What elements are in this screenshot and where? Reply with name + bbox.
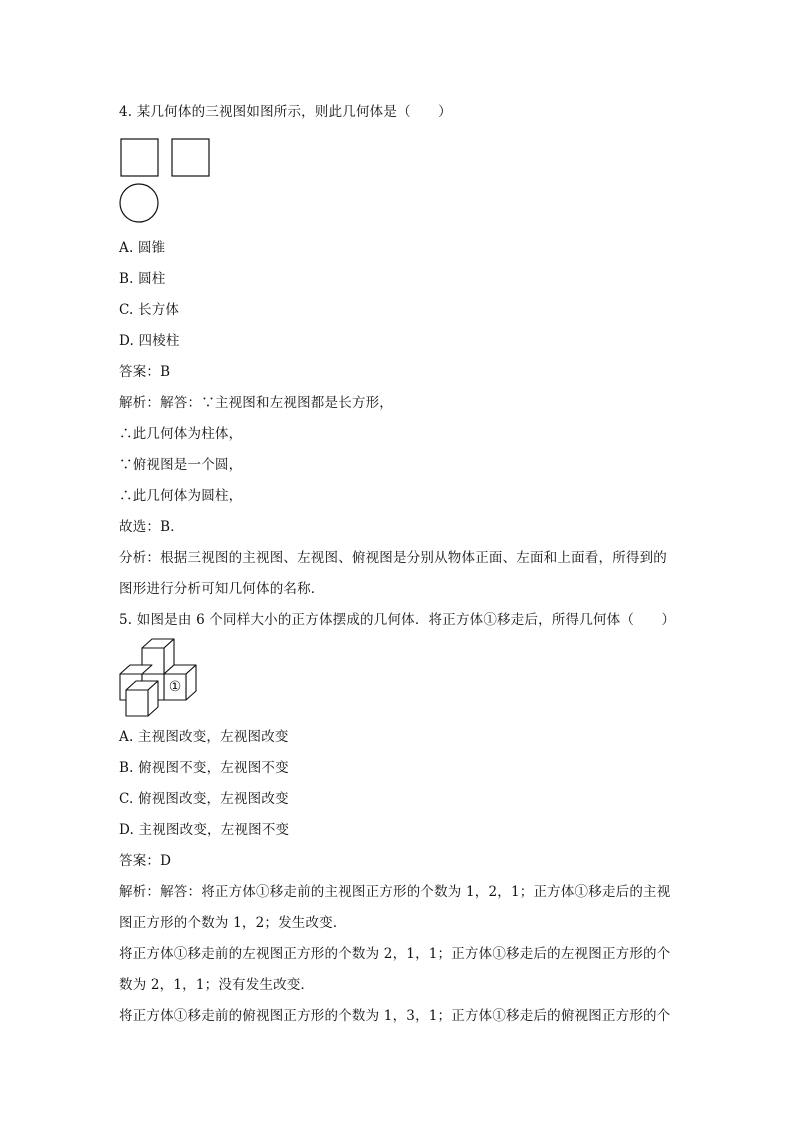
q4-option-d: D. 四棱柱 (119, 333, 180, 349)
q4-analysis-line-6: 分析：根据三视图的主视图、左视图、俯视图是分别从物体正面、左面和上面看，所得到的 (119, 550, 667, 566)
side-view-square (172, 139, 209, 176)
q5-analysis-line-2: 图正方形的个数为 1，2；发生改变． (119, 915, 347, 931)
cube-1-label: ① (168, 679, 182, 695)
q4-stem: 4. 某几何体的三视图如图所示，则此几何体是（ ） (119, 104, 452, 120)
q4-option-a: A. 圆锥 (119, 240, 166, 256)
front-cube (126, 681, 158, 716)
q4-analysis-line-2: ∴此几何体为柱体， (119, 426, 243, 442)
q5-answer: 答案：D (119, 853, 172, 869)
q4-analysis-line-1: 解析：解答：∵主视图和左视图都是长方形， (119, 395, 393, 411)
top-view-circle (120, 184, 158, 222)
q5-analysis-line-1: 解析：解答：将正方体①移走前的主视图正方形的个数为 1，2，1；正方体①移走后的主视 (119, 884, 671, 900)
q5-option-c: C. 俯视图改变，左视图改变 (119, 791, 289, 807)
q4-analysis-line-4: ∴此几何体为圆柱， (119, 488, 243, 504)
q4-analysis-line-3: ∵俯视图是一个圆， (119, 457, 243, 473)
q4-analysis-line-7: 图形进行分析可知几何体的名称． (119, 581, 325, 597)
q5-analysis-line-3: 将正方体①移走前的左视图正方形的个数为 2，1，1；正方体①移走后的左视图正方形的个 (119, 946, 671, 962)
q4-option-c: C. 长方体 (119, 302, 180, 318)
q5-option-b: B. 俯视图不变，左视图不变 (119, 760, 289, 776)
q5-analysis-line-5: 将正方体①移走前的俯视图正方形的个数为 1，3，1；正方体①移走后的俯视图正方形的个 (119, 1008, 671, 1024)
front-view-square (121, 139, 158, 176)
q4-analysis-line-5: 故选：B． (119, 519, 184, 535)
q4-three-view-figure (118, 136, 214, 226)
q5-stem: 5. 如图是由 6 个同样大小的正方体摆成的几何体．将正方体①移走后，所得几何体（ ） (119, 612, 676, 628)
q5-option-a: A. 主视图改变，左视图改变 (119, 729, 289, 745)
q5-analysis-line-4: 数为 2，1，1；没有发生改变． (119, 977, 315, 993)
q5-cube-stack-figure (118, 638, 204, 720)
q5-option-d: D. 主视图改变，左视图不变 (119, 822, 290, 838)
q4-option-b: B. 圆柱 (119, 271, 166, 287)
q4-answer: 答案：B (119, 364, 171, 380)
